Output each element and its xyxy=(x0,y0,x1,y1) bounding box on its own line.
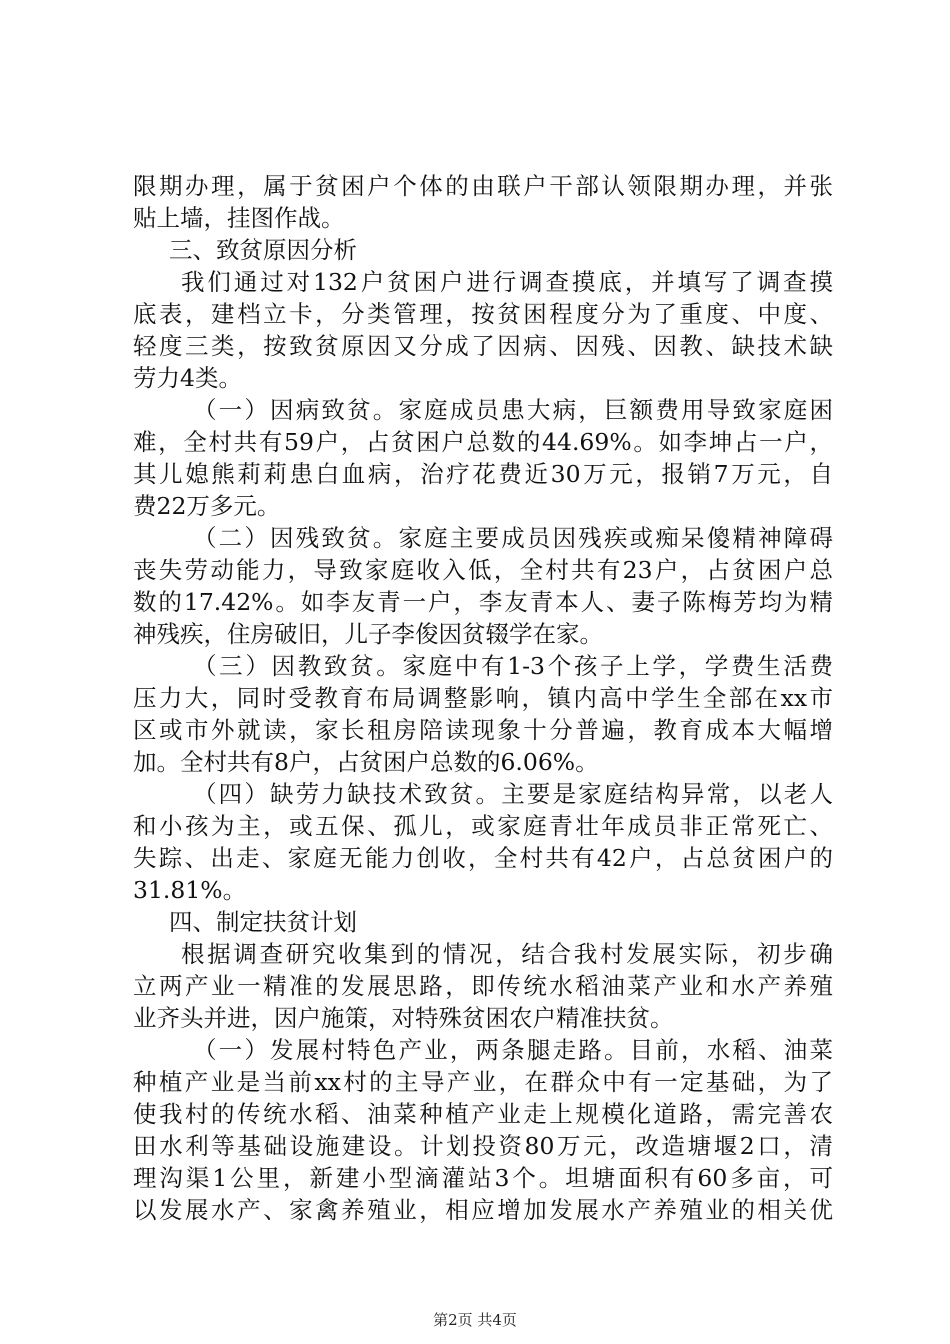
text-line: （一）因病致贫。家庭成员患大病，巨额费用导致家庭困 xyxy=(193,396,833,424)
text-line: 立两产业一精准的发展思路，即传统水稻油菜产业和水产养殖 xyxy=(133,972,833,1000)
text-line: 以发展水产、家禽养殖业，相应增加发展水产养殖业的相关优 xyxy=(133,1196,833,1224)
text-line: 加。全村共有8户，占贫困户总数的6.06%。 xyxy=(133,748,599,776)
page-footer: 第2页 共4页 xyxy=(433,1311,517,1329)
text-line: 种植产业是当前xx村的主导产业，在群众中有一定基础，为了 xyxy=(133,1068,833,1096)
text-line: 理沟渠1公里，新建小型滴灌站3个。坦塘面积有60多亩，可 xyxy=(133,1164,833,1192)
text-line: 底表，建档立卡，分类管理，按贫困程度分为了重度、中度、 xyxy=(133,300,833,328)
text-line: 劳力4类。 xyxy=(133,364,242,392)
text-line: （三）因教致贫。家庭中有1-3个孩子上学，学费生活费 xyxy=(193,652,833,680)
text-line: 根据调查研究收集到的情况，结合我村发展实际，初步确 xyxy=(181,940,833,968)
text-line: （一）发展村特色产业，两条腿走路。目前，水稻、油菜 xyxy=(193,1036,833,1064)
text-line: 31.81%。 xyxy=(133,876,247,904)
text-line: （二）因残致贫。家庭主要成员因残疾或痴呆傻精神障碍 xyxy=(193,524,833,552)
text-line: （四）缺劳力缺技术致贫。主要是家庭结构异常，以老人 xyxy=(193,780,833,808)
text-line: 神残疾，住房破旧，儿子李俊因贫辍学在家。 xyxy=(133,620,603,648)
text-line: 数的17.42%。如李友青一户，李友青本人、妻子陈梅芳均为精 xyxy=(133,588,833,616)
text-line: 难，全村共有59户，占贫困户总数的44.69%。如李坤占一户， xyxy=(133,428,833,456)
text-line: 费22万多元。 xyxy=(133,492,281,520)
text-line: 区或市外就读，家长租房陪读现象十分普遍，教育成本大幅增 xyxy=(133,716,833,744)
text-line: 使我村的传统水稻、油菜种植产业走上规模化道路，需完善农 xyxy=(133,1100,833,1128)
text-line: 丧失劳动能力，导致家庭收入低，全村共有23户，占贫困户总 xyxy=(133,556,833,584)
text-line: 贴上墙，挂图作战。 xyxy=(133,204,345,232)
text-line: 失踪、出走、家庭无能力创收，全村共有42户，占总贫困户的 xyxy=(133,844,833,872)
text-line: 三、致贫原因分析 xyxy=(169,236,357,264)
text-line: 轻度三类，按致贫原因又分成了因病、因残、因教、缺技术缺 xyxy=(133,332,833,360)
text-line: 限期办理，属于贫困户个体的由联户干部认领限期办理，并张 xyxy=(133,172,833,200)
text-line: 和小孩为主，或五保、孤儿，或家庭青壮年成员非正常死亡、 xyxy=(133,812,833,840)
text-line: 其儿媳熊莉莉患白血病，治疗花费近30万元，报销7万元，自 xyxy=(133,460,833,488)
text-line: 田水利等基础设施建设。计划投资80万元，改造塘堰2口，清 xyxy=(133,1132,833,1160)
text-line: 我们通过对132户贫困户进行调查摸底，并填写了调查摸 xyxy=(181,268,833,296)
text-line: 业齐头并进，因户施策，对特殊贫困农户精准扶贫。 xyxy=(133,1004,674,1032)
text-line: 四、制定扶贫计划 xyxy=(169,908,357,936)
text-line: 压力大，同时受教育布局调整影响，镇内高中学生全部在xx市 xyxy=(133,684,833,712)
